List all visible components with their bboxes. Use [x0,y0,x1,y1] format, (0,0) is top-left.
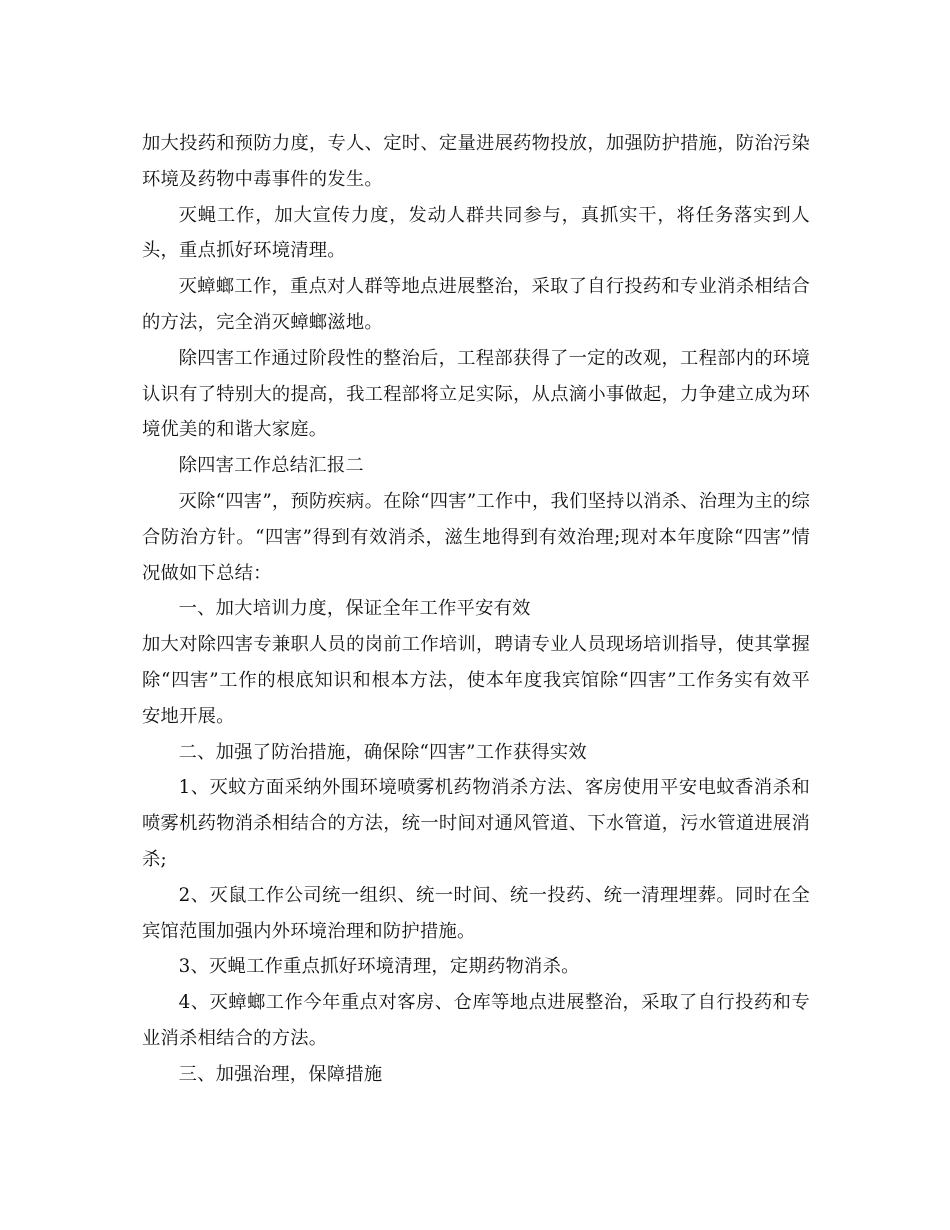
heading-prevention-measures: 二、加强了防治措施，确保除“四害”工作获得实效 [178,741,587,763]
document-body [142,126,810,1093]
paragraph-summary-conclusion: 除四害工作通过阶段性的整治后，工程部获得了一定的改观，工程部内的环境认识有了特别大的提高，我工程部将立足实际，从点滴小事做起，力争建立成为环境优美的和谐大家庭。 [142,347,810,441]
paragraph-training-details: 加大对除四害专兼职人员的岗前工作培训，聘请专业人员现场培训指导，使其掌握除“四害”工作的根底知识和根本方法，使本年度我宾馆除“四害”工作务实有效平安地开展。 [142,634,810,727]
section-heading-report-two: 除四害工作总结汇报二 [178,455,364,477]
heading-training: 一、加大培训力度，保证全年工作平安有效 [178,598,531,620]
list-item-mosquito: 1、灭蚊方面采纳外围环境喷雾机药物消杀方法、客房使用平安电蚊香消杀和喷雾机药物消杀相结合的方法，统一时间对通风管道、下水管道，污水管道进展消杀; [142,777,810,870]
paragraph-fly-control: 灭蝇工作，加大宣传力度，发动人群共同参与，真抓实干，将任务落实到人头，重点抓好环境清理。 [142,204,810,262]
paragraph-cockroach-control: 灭蟑螂工作，重点对人群等地点进展整治，采取了自行投药和专业消杀相结合的方法，完全消灭蟑螂滋地。 [142,276,810,333]
list-item-fly: 3、灭蝇工作重点抓好环境清理，定期药物消杀。 [178,956,580,978]
list-item-cockroach: 4、灭蟑螂工作今年重点对客房、仓库等地点进展整治，采取了自行投药和专业消杀相结合的方法。 [142,992,810,1049]
paragraph-intro-report-two: 灭除“四害”，预防疾病。在除“四害”工作中，我们坚持以消杀、治理为主的综合防治方针。“四害”得到有效消杀，滋生地得到有效治理;现对本年度除“四害”情况做如下总结： [142,490,810,584]
list-item-rodent: 2、灭鼠工作公司统一组织、统一时间、统一投药、统一清理埋葬。同时在全宾馆范围加强内外环境治理和防护措施。 [142,884,810,942]
paragraph-continued-poison-control: 加大投药和预防力度，专人、定时、定量进展药物投放，加强防护措施，防治污染环境及药物中毒事件的发生。 [142,133,810,190]
heading-management: 三、加强治理，保障措施 [178,1063,383,1085]
